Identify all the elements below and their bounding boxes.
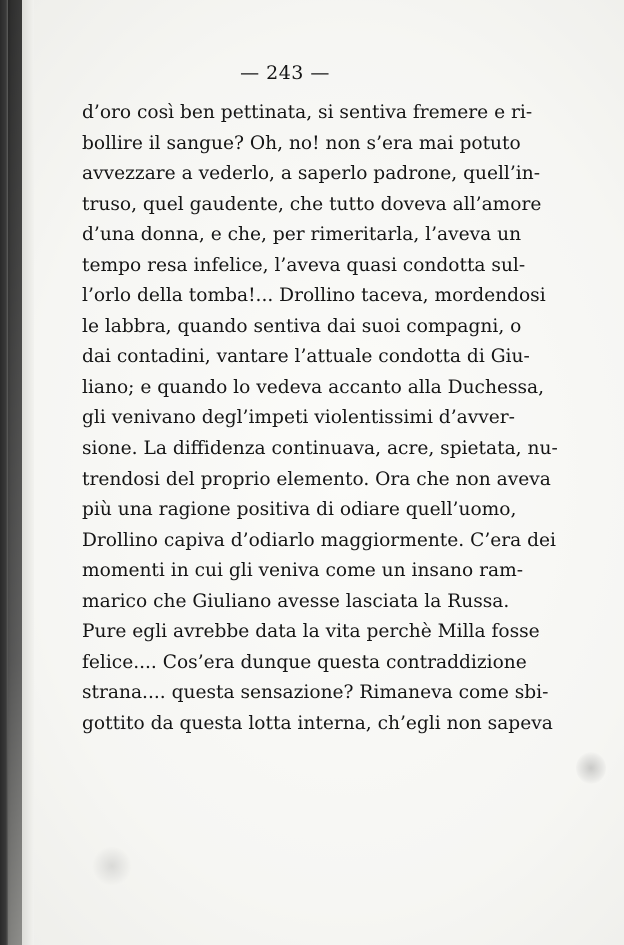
text-line: l’orlo della tomba!... Drollino taceva, mordendosi [82, 285, 546, 307]
text-line: d’una donna, e che, per rimeritarla, l’aveva un [82, 224, 522, 246]
text-line: strana.... questa sensazione? Rimaneva come sbi- [82, 682, 549, 704]
book-binding-edge [8, 0, 22, 945]
body-text [82, 98, 558, 739]
text-line: le labbra, quando sentiva dai suoi compagni, o [82, 315, 522, 337]
text-line: più una ragione positiva di odiare quell’uomo, [82, 499, 517, 521]
page-number: — 243 — [240, 62, 330, 84]
text-line: gottito da questa lotta interna, ch’egli non sapeva [82, 712, 553, 734]
text-line: truso, quel gaudente, che tutto doveva all’amore [82, 193, 542, 215]
text-line: trendosi del proprio elemento. Ora che non aveva [82, 468, 551, 490]
paper-speck [92, 846, 132, 886]
text-line: gli venivano degl’impeti violentissimi d’avver- [82, 407, 515, 429]
paper-stain [576, 752, 606, 784]
text-line: momenti in cui gli veniva come un insano ram- [82, 560, 524, 582]
text-line: sione. La diffidenza continuava, acre, spietata, nu- [82, 438, 558, 460]
text-line: avvezzare a vederlo, a saperlo padrone, quell’in- [82, 163, 540, 185]
text-line: marico che Giuliano avesse lasciata la Russa. [82, 590, 510, 612]
text-line: Pure egli avrebbe data la vita perchè Milla fosse [82, 621, 540, 643]
text-line: bollire il sangue? Oh, no! non s’era mai potuto [82, 132, 521, 154]
text-line: tempo resa infelice, l’aveva quasi condotta sul- [82, 254, 526, 276]
text-line: Drollino capiva d’odiarlo maggiormente. C’era dei [82, 529, 556, 551]
text-line: dai contadini, vantare l’attuale condotta di Giu- [82, 346, 530, 368]
text-line: liano; e quando lo vedeva accanto alla Duchessa, [82, 376, 545, 398]
text-line: felice.... Cos’era dunque questa contraddizione [82, 651, 527, 673]
text-line: d’oro così ben pettinata, si sentiva fremere e ri- [82, 102, 533, 123]
